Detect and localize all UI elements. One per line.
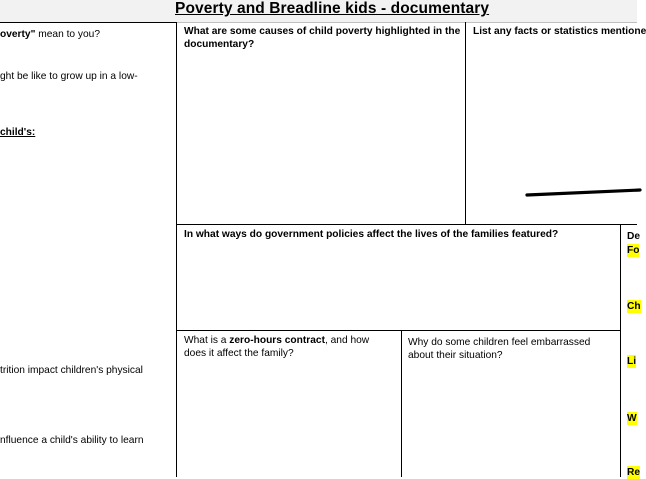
causes-question-line-1: What are some causes of child poverty highlighted in the (184, 26, 461, 37)
divider-left-top (0, 22, 177, 23)
causes-question (184, 25, 464, 51)
divider-causes-facts (465, 22, 466, 225)
handwritten-line (526, 188, 641, 198)
embarrassed-line-1: Why do some children feel embarrassed (408, 337, 591, 348)
zero-hours-line-2: does it affect the family? (184, 348, 294, 359)
left-question-1 (0, 28, 100, 41)
right-column-heading: De (627, 231, 641, 242)
facts-question: List any facts or statistics mentione (473, 26, 646, 37)
divider-bottom-boxes (401, 330, 402, 477)
right-item-w: W (627, 413, 637, 424)
right-item-ch: Ch (627, 301, 641, 312)
divider-policy-bottom (176, 330, 621, 331)
left-question-4: nfluence a child's ability to learn (0, 435, 144, 446)
divider-left-column (176, 22, 177, 477)
left-question-3: trition impact children's physical (0, 365, 143, 376)
left-question-1-rest: mean to you? (35, 29, 100, 40)
policy-question: In what ways do government policies affect the lives of the families featured? (184, 229, 559, 240)
zero-hours-question (184, 334, 399, 360)
left-heading: child's: (0, 127, 36, 138)
embarrassed-question (408, 336, 618, 362)
divider-top-row-bottom (176, 224, 637, 225)
left-question-2: ght be like to grow up in a low- (0, 71, 138, 82)
divider-right-column (620, 224, 621, 477)
zero-hours-bold: zero-hours contract (229, 335, 325, 346)
right-item-food: Fo (627, 245, 640, 256)
left-question-1-bold: overty" (0, 29, 36, 40)
zero-hours-line-1 (184, 334, 399, 347)
zero-hours-prefix: What is a (184, 335, 230, 346)
right-item-re: Re (627, 467, 641, 478)
page-title: Poverty and Breadline kids - documentary (175, 0, 490, 17)
embarrassed-line-2: about their situation? (408, 350, 503, 361)
zero-hours-suffix: , and how (324, 335, 370, 346)
right-item-li: Li (627, 356, 637, 367)
causes-question-line-2: documentary? (184, 39, 255, 50)
